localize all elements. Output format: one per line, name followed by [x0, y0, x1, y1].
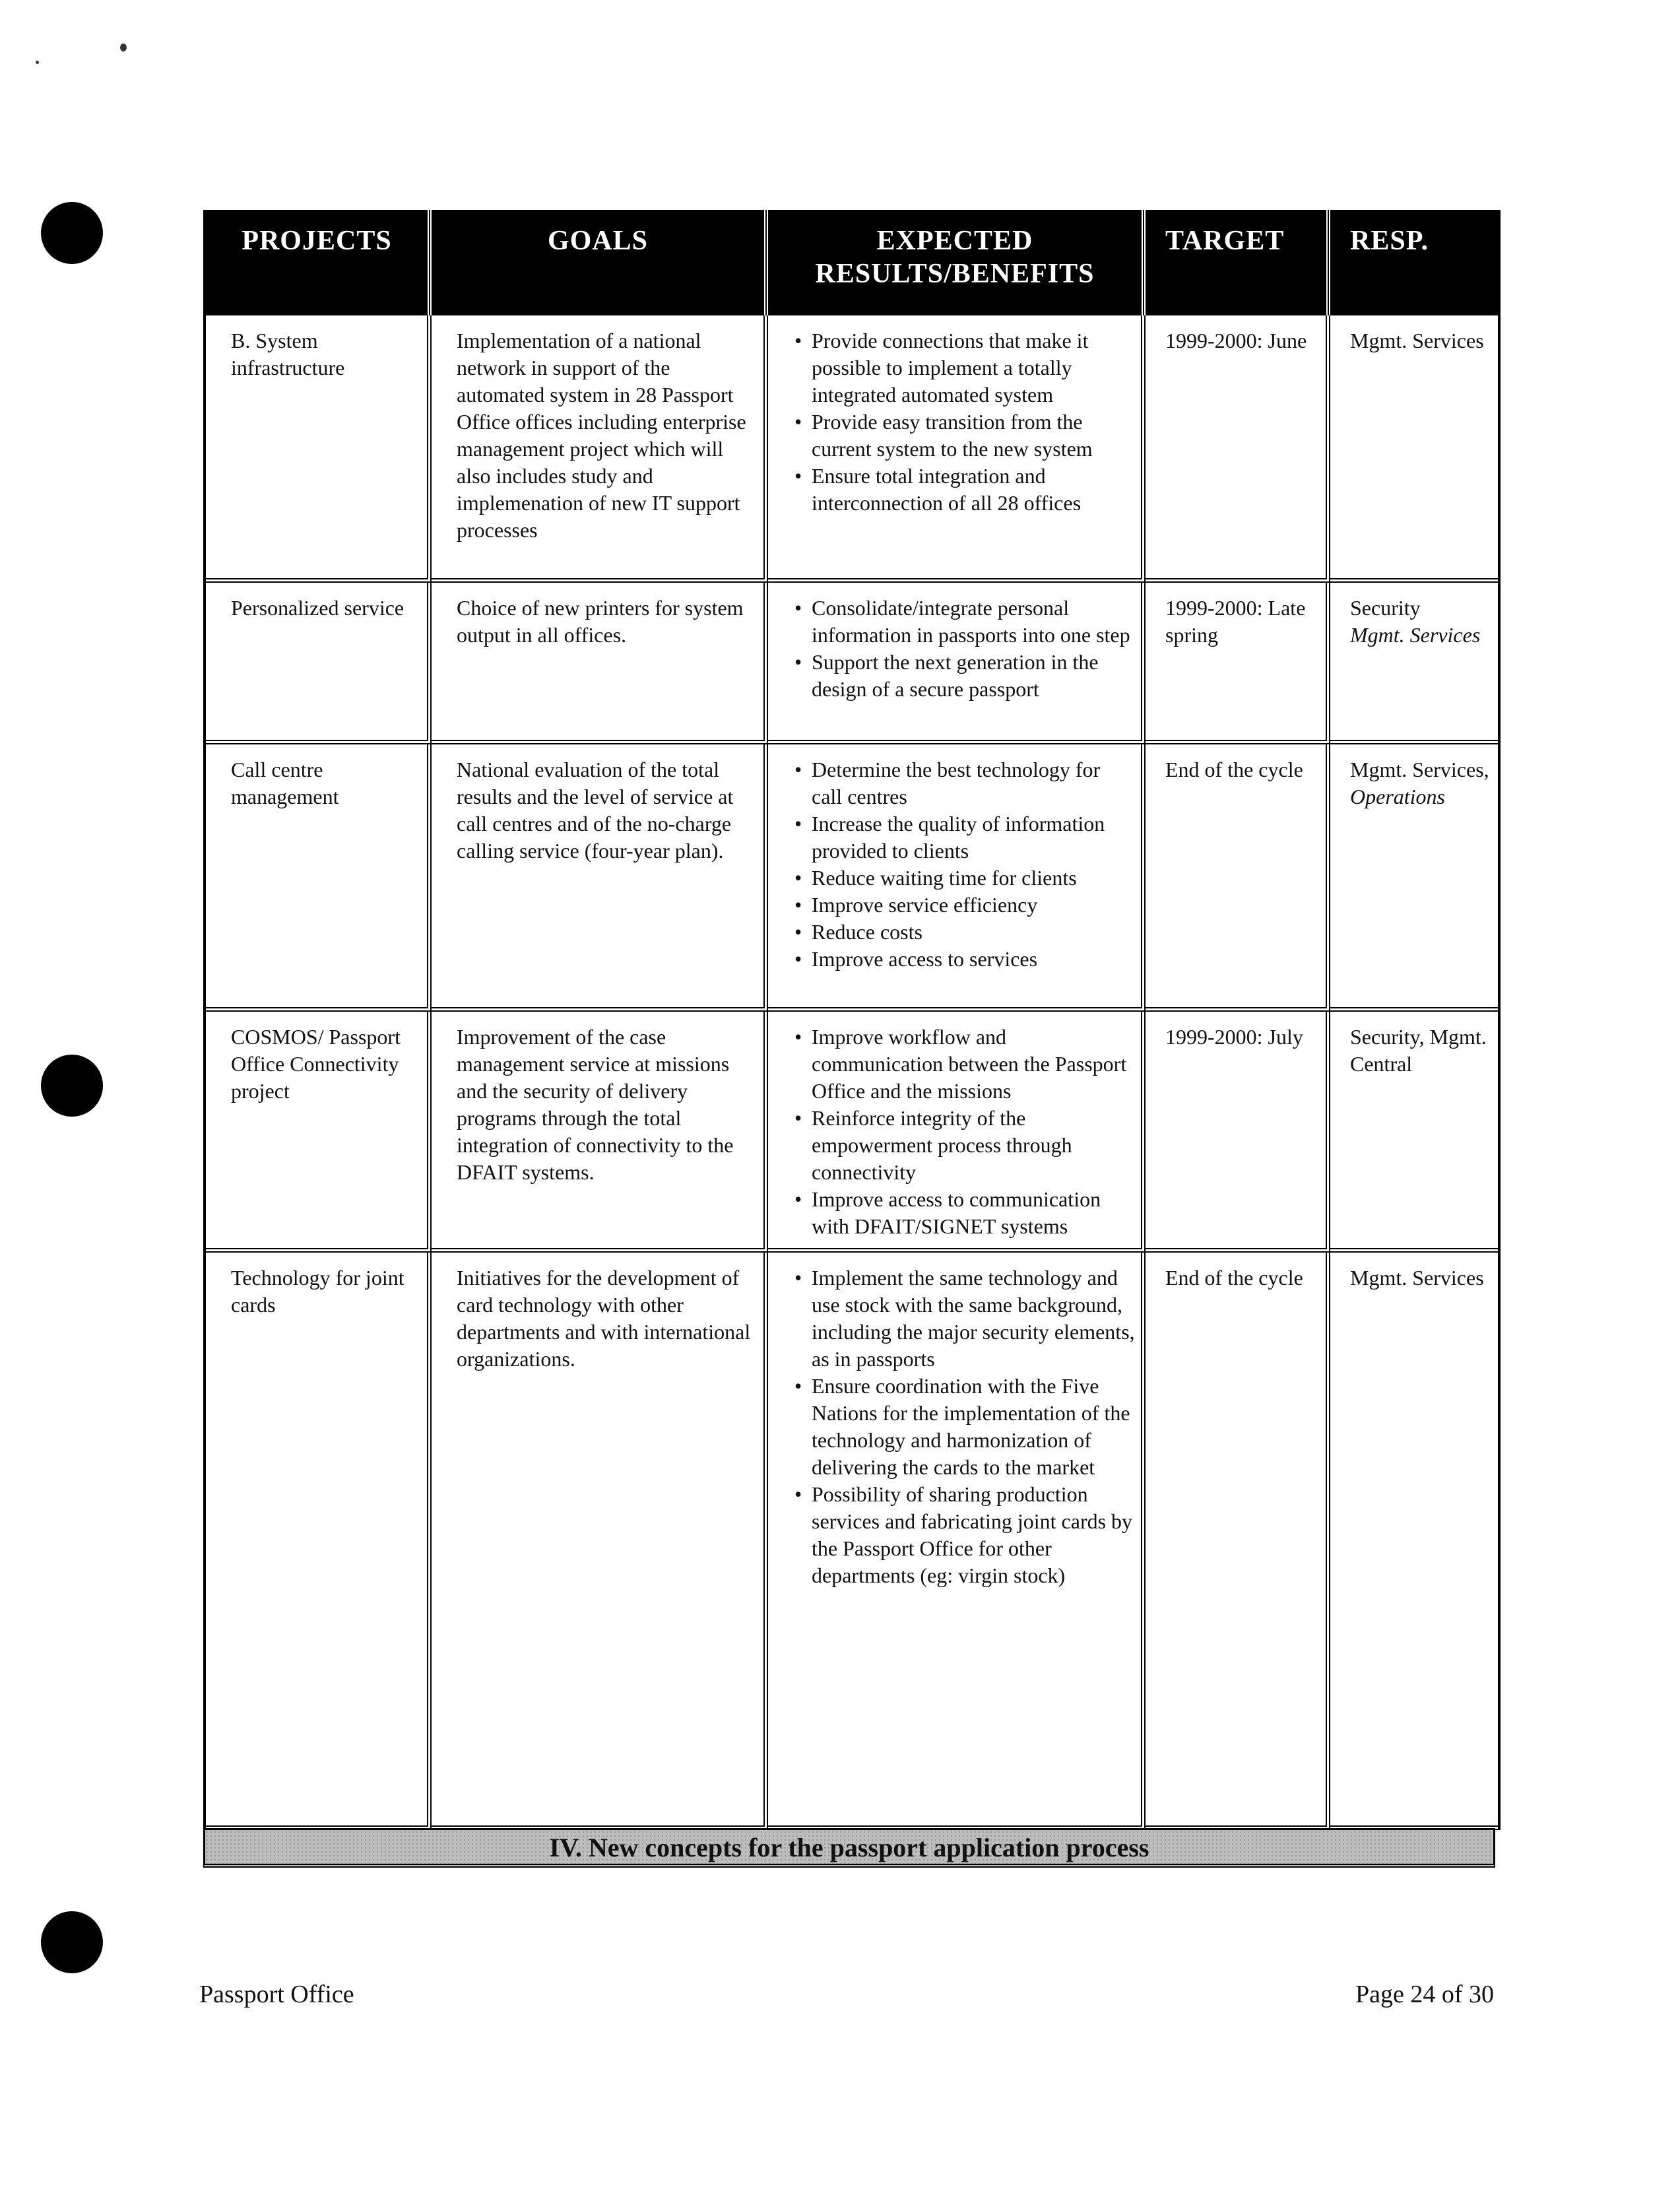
benefit-item: • Reduce waiting time for clients: [812, 865, 1136, 892]
benefit-item: • Provide easy transition from the current system to the new system: [812, 409, 1136, 463]
resp-secondary: Mgmt. Services: [1350, 623, 1481, 647]
cell-benefits: [768, 1253, 1146, 1830]
cell-resp: [1330, 1012, 1498, 1253]
cell-resp: [1330, 583, 1498, 744]
header-resp: RESP.: [1330, 210, 1498, 315]
footer-page-number: Page 24 of 30: [1355, 1981, 1494, 2008]
benefit-item: • Improve access to services: [812, 946, 1136, 973]
benefit-item: • Improve service efficiency: [812, 892, 1136, 919]
section-heading: IV. New concepts for the passport application process: [549, 1833, 1149, 1862]
binder-hole-middle: [41, 1055, 103, 1117]
benefits-list: [793, 1264, 1136, 1589]
cell-resp: [1330, 1253, 1498, 1830]
cell-project: B. System infrastructure: [206, 315, 432, 583]
benefits-list: [793, 756, 1136, 973]
header-expected-results: [768, 210, 1146, 315]
resp-secondary: Operations: [1350, 785, 1445, 808]
footer-organization: Passport Office: [199, 1981, 354, 2008]
cell-target: End of the cycle: [1146, 1253, 1330, 1830]
header-projects: PROJECTS: [206, 210, 432, 315]
cell-benefits: [768, 1012, 1146, 1253]
header-expected-line2: RESULTS/BENEFITS: [815, 259, 1095, 289]
scan-speck: [36, 61, 39, 64]
header-target: TARGET: [1146, 210, 1330, 315]
benefit-item: • Ensure total integration and interconnection of all 28 offices: [812, 463, 1136, 517]
cell-target: 1999-2000: June: [1146, 315, 1330, 583]
cell-benefits: [768, 583, 1146, 744]
table-row: [206, 315, 1498, 583]
cell-goal: Implementation of a national network in support of the automated system in 28 Passport Office offices including enterprise management project which will also includes study and implemenation of new IT support processes: [432, 315, 768, 583]
benefit-item: • Determine the best technology for call centres: [812, 756, 1136, 810]
benefits-list: [793, 327, 1136, 517]
binder-hole-top: [41, 202, 103, 264]
benefit-item: • Reinforce integrity of the empowerment process through connectivity: [812, 1105, 1136, 1186]
benefit-item: • Improve workflow and communication between the Passport Office and the missions: [812, 1024, 1136, 1105]
resp-primary: Mgmt. Services: [1350, 329, 1484, 352]
cell-project: COSMOS/ Passport Office Connectivity project: [206, 1012, 432, 1253]
resp-primary: Security: [1350, 596, 1421, 620]
resp-primary: Security, Mgmt. Central: [1350, 1025, 1487, 1076]
benefit-item: • Reduce costs: [812, 919, 1136, 946]
resp-primary: Mgmt. Services,: [1350, 758, 1489, 781]
benefit-item: • Ensure coordination with the Five Nations for the implementation of the technology and harmonization of delivering the cards to the market: [812, 1373, 1136, 1481]
section-heading-bar: [203, 1828, 1495, 1868]
cell-project: Call centre management: [206, 744, 432, 1012]
cell-target: 1999-2000: July: [1146, 1012, 1330, 1253]
header-expected-line1: EXPECTED: [876, 226, 1033, 256]
binder-hole-bottom: [41, 1911, 103, 1973]
scan-speck: [120, 44, 127, 51]
table-header-row: [206, 210, 1498, 315]
resp-primary: Mgmt. Services: [1350, 1266, 1484, 1290]
benefit-item: • Improve access to communication with DFAIT/SIGNET systems: [812, 1186, 1136, 1240]
header-goals: GOALS: [432, 210, 768, 315]
cell-benefits: [768, 315, 1146, 583]
table-row: [206, 744, 1498, 1012]
benefit-item: • Possibility of sharing production services and fabricating joint cards by the Passport Office for other departments (eg: virgin stock): [812, 1481, 1136, 1589]
cell-project: Personalized service: [206, 583, 432, 744]
cell-resp: [1330, 744, 1498, 1012]
cell-goal: Improvement of the case management service at missions and the security of delivery programs through the total integration of connectivity to the DFAIT systems.: [432, 1012, 768, 1253]
benefits-list: [793, 1024, 1136, 1240]
cell-goal: Initiatives for the development of card technology with other departments and with international organizations.: [432, 1253, 768, 1830]
table-row: [206, 1253, 1498, 1830]
cell-goal: Choice of new printers for system output in all offices.: [432, 583, 768, 744]
project-table: [203, 210, 1501, 1830]
table-row: [206, 1012, 1498, 1253]
benefit-item: • Increase the quality of information provided to clients: [812, 810, 1136, 865]
cell-target: 1999-2000: Late spring: [1146, 583, 1330, 744]
benefit-item: • Provide connections that make it possible to implement a totally integrated automated system: [812, 327, 1136, 409]
benefits-list: [793, 595, 1136, 703]
benefit-item: • Implement the same technology and use stock with the same background, including the major security elements, as in passports: [812, 1264, 1136, 1373]
benefit-item: • Support the next generation in the design of a secure passport: [812, 649, 1136, 703]
table-row: [206, 583, 1498, 744]
cell-benefits: [768, 744, 1146, 1012]
cell-goal: National evaluation of the total results and the level of service at call centres and of the no-charge calling service (four-year plan).: [432, 744, 768, 1012]
cell-target: End of the cycle: [1146, 744, 1330, 1012]
cell-resp: [1330, 315, 1498, 583]
cell-project: Technology for joint cards: [206, 1253, 432, 1830]
benefit-item: • Consolidate/integrate personal information in passports into one step: [812, 595, 1136, 649]
